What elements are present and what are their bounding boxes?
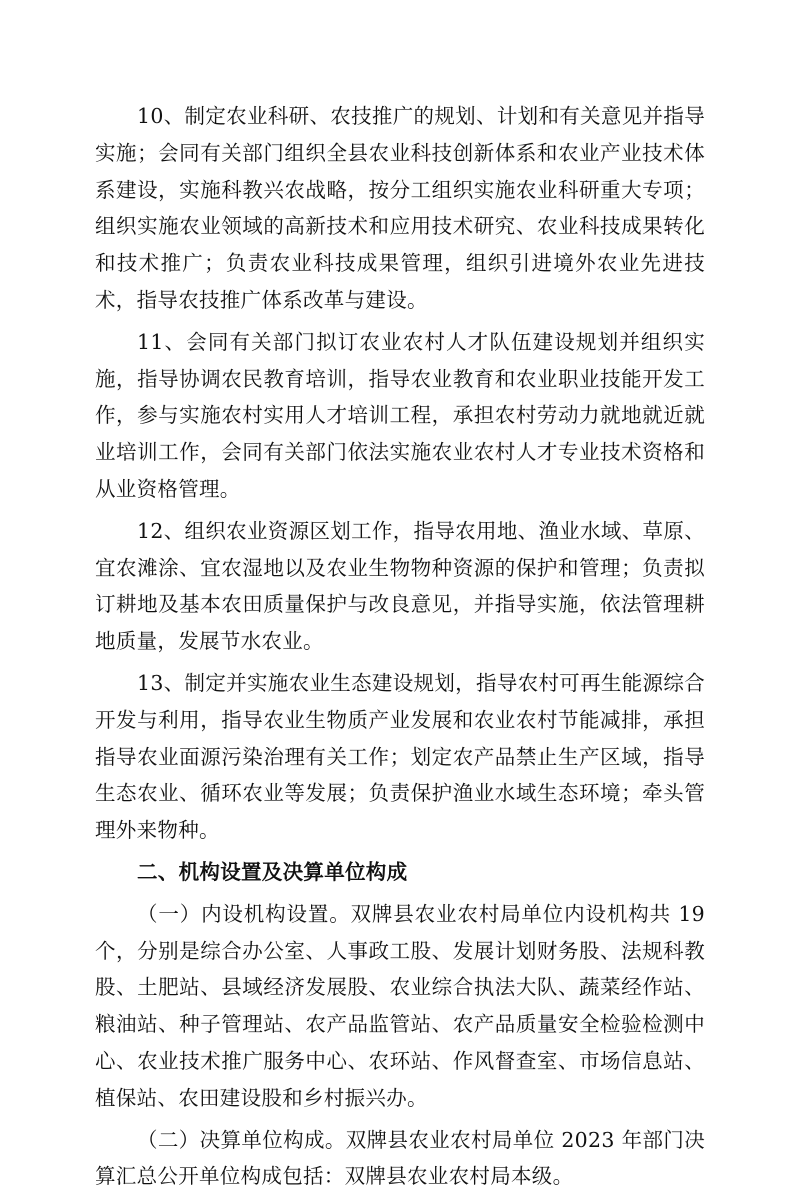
duty-paragraph-13: 13、制定并实施农业生态建设规划，指导农村可再生能源综合开发与利用，指导农业生物质产业发展和农业农村节能减排，承担指导农业面源污染治理有关工作；划定农产品禁止生产区域，指导生态农业、循环农业等发展；负责保护渔业水域生态环境；牵头管理外来物种。: [95, 670, 705, 843]
duty-paragraph-10: 10、制定农业科研、农技推广的规划、计划和有关意见并指导实施；会同有关部门组织全县农业科技创新体系和农业产业技术体系建设，实施科教兴农战略，按分工组织实施农业科研重大专项；组织实施农业领域的高新技术和应用技术研究、农业科技成果转化和技术推广；负责农业科技成果管理，组织引进境外农业先进技术，指导农技推广体系改革与建设。: [95, 104, 705, 312]
internal-structure-paragraph: （一）内设机构设置。双牌县农业农村局单位内设机构共 19 个，分别是综合办公室、人事政工股、发展计划财务股、法规科教股、土肥站、县域经济发展股、农业综合执法大队、蔬菜经作站、粮油站、种子管理站、农产品监管站、农产品质量安全检验检测中心、农业技术推广服务中心、农环站、作风督查室、市场信息站、植保站、农田建设股和乡村振兴办。: [95, 901, 705, 1110]
duty-paragraph-12: 12、组织农业资源区划工作，指导农用地、渔业水域、草原、宜农滩涂、宜农湿地以及农业生物物种资源的保护和管理；负责拟订耕地及基本农田质量保护与改良意见，并指导实施，依法管理耕地质量，发展节水农业。: [95, 518, 705, 654]
document-body: [95, 98, 705, 1200]
section-heading: 二、机构设置及决算单位构成: [137, 859, 408, 884]
accounting-units-paragraph: （二）决算单位构成。双牌县农业农村局单位 2023 年部门决算汇总公开单位构成包括：双牌县农业农村局本级。: [95, 1127, 705, 1189]
duty-paragraph-11: 11、会同有关部门拟订农业农村人才队伍建设规划并组织实施，指导协调农民教育培训，指导农业教育和农业职业技能开发工作，参与实施农村实用人才培训工程，承担农村劳动力就地就近就业培训工作，会同有关部门依法实施农业农村人才专业技术资格和从业资格管理。: [95, 329, 705, 501]
